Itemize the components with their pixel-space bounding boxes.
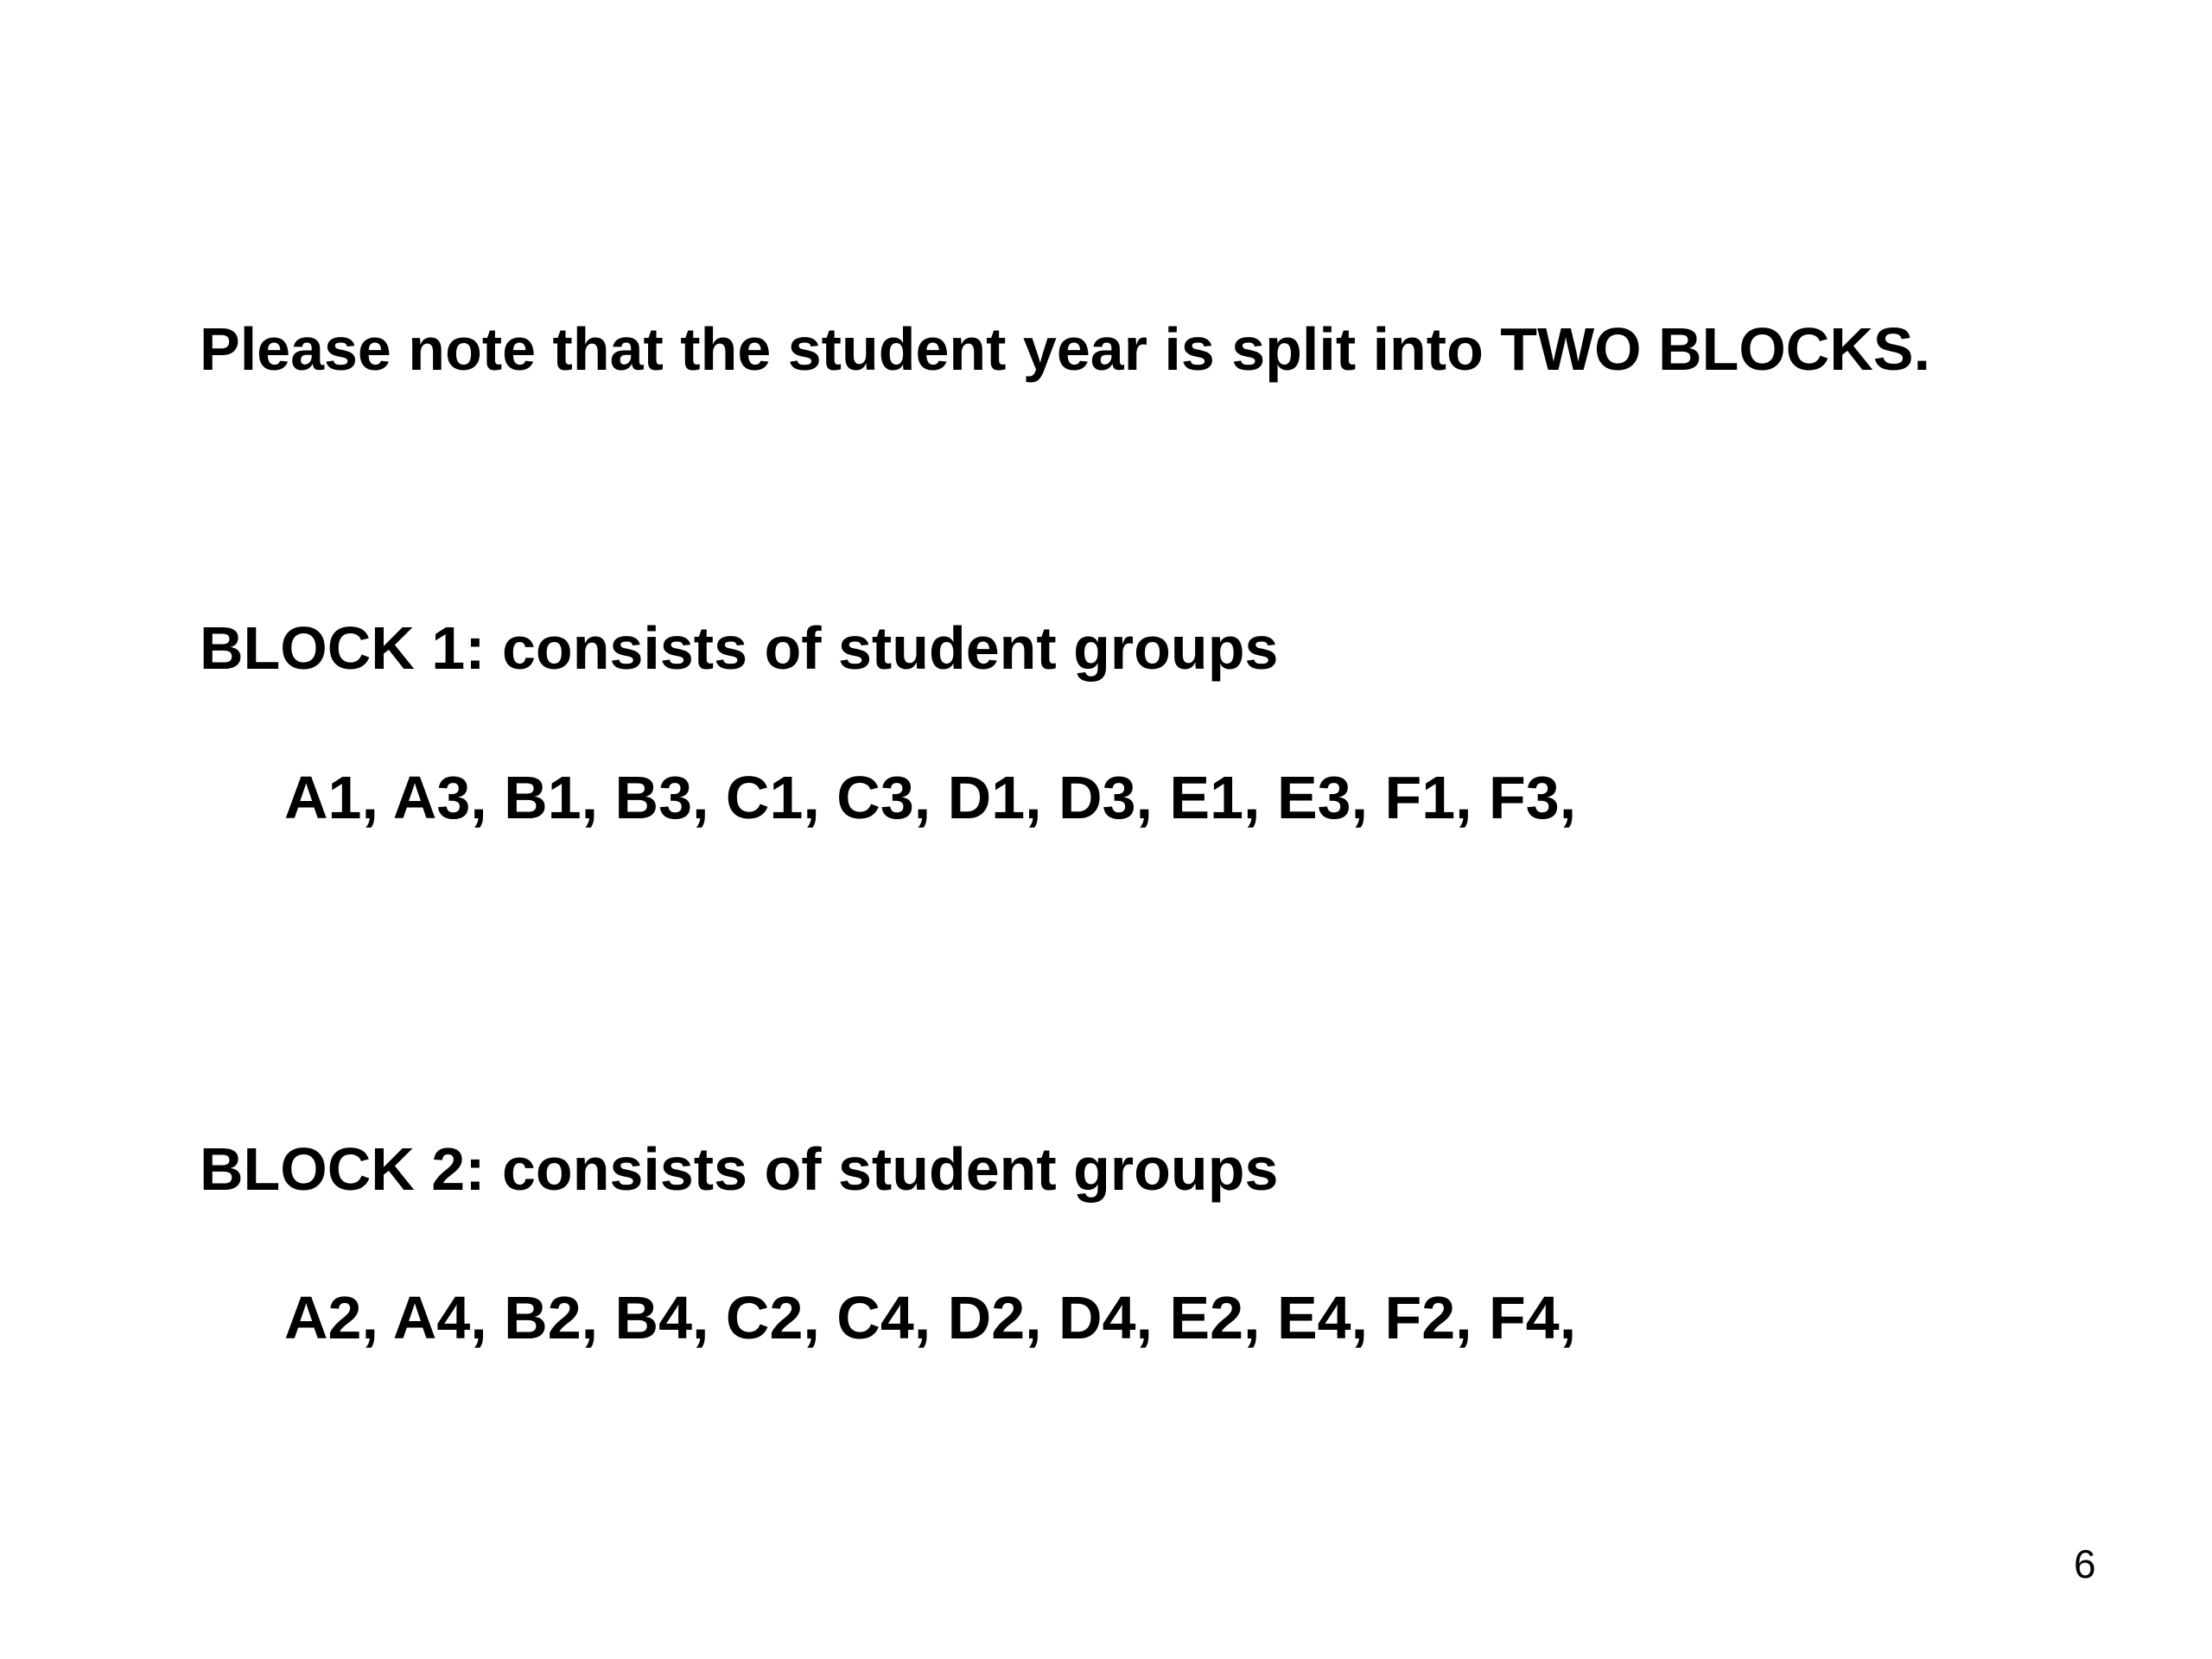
page-number: 6 (2074, 1541, 2096, 1586)
intro-text: Please note that the student year is split into TWO BLOCKS. (200, 315, 1931, 383)
block-2-heading: BLOCK 2: consists of student groups (200, 1135, 1279, 1203)
block-2-groups: A2, A4, B2, B4, C2, C4, D2, D4, E2, E4, F2, F4, (284, 1284, 1577, 1351)
block-1-heading: BLOCK 1: consists of student groups (200, 614, 1279, 682)
block-1-groups: A1, A3, B1, B3, C1, C3, D1, D3, E1, E3, F1, F3, (284, 764, 1577, 831)
